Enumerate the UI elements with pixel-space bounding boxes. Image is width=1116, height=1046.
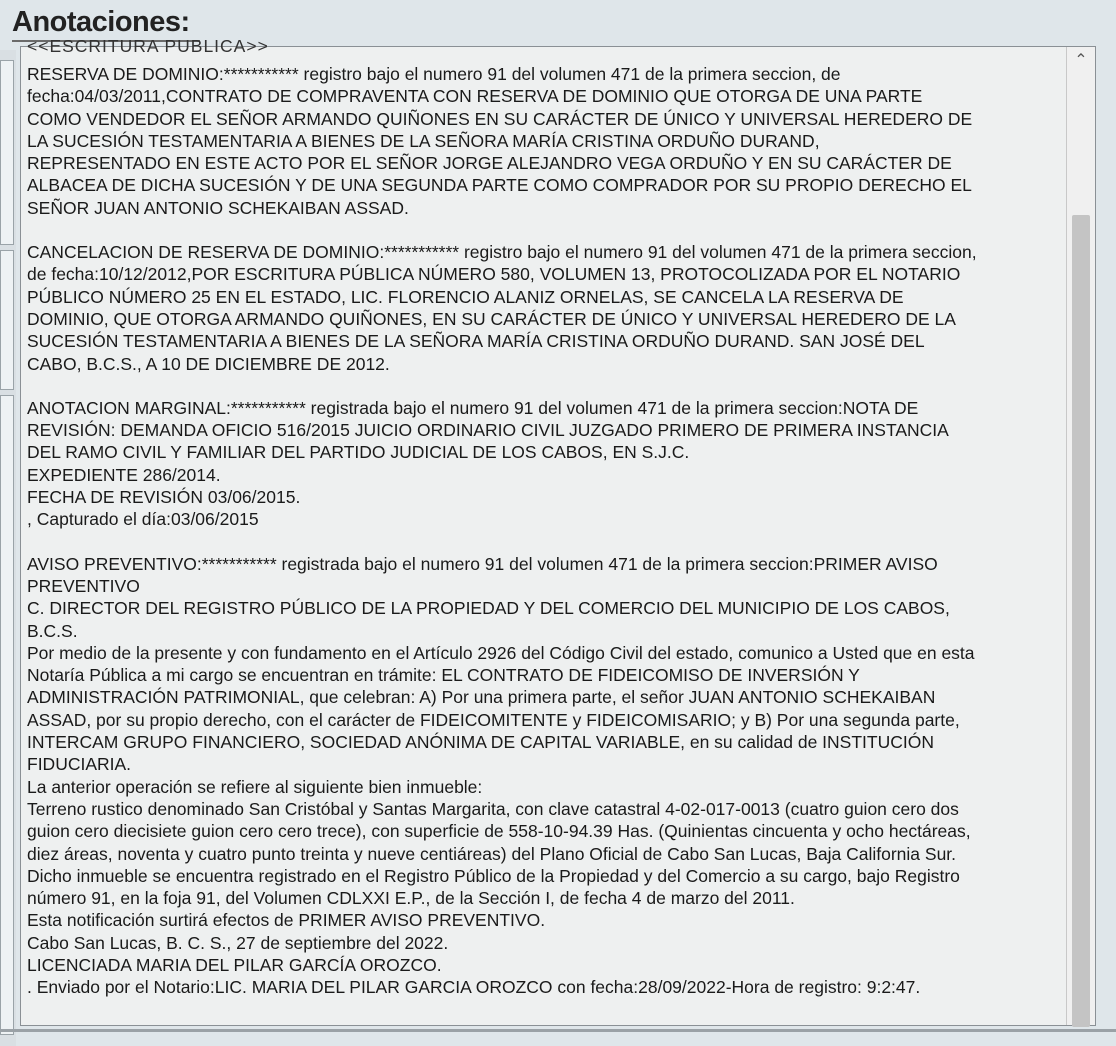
annotation-line: número 91, en la foja 91, del Volumen CDLXXI E.P., de la Sección I, de fecha 4 de marzo del 2011. [27, 888, 795, 909]
page-title: Anotaciones: [12, 6, 190, 38]
annotation-line: fecha:04/03/2011,CONTRATO DE COMPRAVENTA CON RESERVA DE DOMINIO QUE OTORGA DE UNA PARTE [27, 86, 923, 107]
annotation-line: Esta notificación surtirá efectos de PRIMER AVISO PREVENTIVO. [27, 910, 546, 931]
annotation-line: Terreno rustico denominado San Cristóbal y Santas Margarita, con clave catastral 4-02-017-0013 (cuatro guion cero dos [27, 798, 959, 819]
annotation-line: Por medio de la presente y con fundamento en el Artículo 2926 del Código Civil del estado, comunico a Usted que en esta [27, 642, 975, 663]
annotation-line: FECHA DE REVISIÓN 03/06/2015. [27, 487, 301, 508]
annotation-line: ALBACEA DE DICHA SUCESIÓN Y DE UNA SEGUNDA PARTE COMO COMPRADOR POR SU PROPIO DERECHO EL [27, 175, 972, 196]
annotation-line: CANCELACION DE RESERVA DE DOMINIO:*********** registro bajo el numero 91 del volumen 471 de la primera seccion, [27, 242, 977, 263]
annotation-line: COMO VENDEDOR EL SEÑOR ARMANDO QUIÑONES EN SU CARÁCTER DE ÚNICO Y UNIVERSAL HEREDERO DE [27, 108, 973, 129]
annotation-entry [27, 397, 1061, 531]
rail-tab-1[interactable] [0, 60, 14, 245]
annotation-line: B.C.S. [27, 620, 78, 641]
annotation-line: EXPEDIENTE 286/2014. [27, 464, 221, 485]
annotation-line: REVISIÓN: DEMANDA OFICIO 516/2015 JUICIO ORDINARIO CIVIL JUZGADO PRIMERO DE PRIMERA INSTANCIA [27, 420, 949, 441]
annotation-line: ADMINISTRACIÓN PATRIMONIAL, que celebran: A) Por una primera parte, el señor JUAN ANTONIO SCHEKAIBAN [27, 687, 936, 708]
annotation-line: La anterior operación se refiere al siguiente bien inmueble: [27, 776, 483, 797]
annotations-content [27, 35, 1061, 1021]
annotation-line: PÚBLICO NÚMERO 25 EN EL ESTADO, LIC. FLORENCIO ALANIZ ORNELAS, SE CANCELA LA RESERVA DE [27, 286, 904, 307]
rail-tab-2[interactable] [0, 250, 14, 390]
annotation-line: INTERCAM GRUPO FINANCIERO, SOCIEDAD ANÓNIMA DE CAPITAL VARIABLE, en su calidad de INSTITUCIÓN [27, 732, 934, 753]
bottom-divider [0, 1029, 1116, 1032]
annotation-line: ASSAD, por su propio derecho, con el carácter de FIDEICOMITENTE y FIDEICOMISARIO; y B) Por una segunda parte, [27, 709, 960, 730]
annotation-line: AVISO PREVENTIVO:*********** registrada bajo el numero 91 del volumen 471 de la primera seccion:PRIMER AVISO [27, 553, 938, 574]
annotation-line: DOMINIO, QUE OTORGA ARMANDO QUIÑONES, EN SU CARÁCTER DE ÚNICO Y UNIVERSAL HEREDERO DE LA [27, 308, 956, 329]
annotations-textarea[interactable] [20, 36, 1096, 1026]
rail-tab-3[interactable] [0, 395, 14, 1035]
annotation-line: ANOTACION MARGINAL:*********** registrada bajo el numero 91 del volumen 471 de la primera seccion:NOTA DE [27, 397, 919, 418]
annotation-line: , Capturado el día:03/06/2015 [27, 509, 259, 530]
annotation-entry [27, 553, 1061, 999]
annotation-line: LA SUCESIÓN TESTAMENTARIA A BIENES DE LA SEÑORA MARÍA CRISTINA ORDUÑO DURAND, [27, 130, 820, 151]
annotation-entry [27, 63, 1061, 219]
annotation-line: FIDUCIARIA. [27, 754, 132, 775]
annotation-line: LICENCIADA MARIA DEL PILAR GARCÍA OROZCO. [27, 954, 442, 975]
annotation-line: Dicho inmueble se encuentra registrado en el Registro Público de la Propiedad y del Comercio a su cargo, bajo Registro [27, 865, 960, 886]
annotation-line: SEÑOR JUAN ANTONIO SCHEKAIBAN ASSAD. [27, 197, 409, 218]
annotation-line: CABO, B.C.S., A 10 DE DICIEMBRE DE 2012. [27, 353, 390, 374]
annotation-line: C. DIRECTOR DEL REGISTRO PÚBLICO DE LA PROPIEDAD Y DEL COMERCIO DEL MUNICIPIO DE LOS CABOS, [27, 598, 950, 619]
annotation-line: REPRESENTADO EN ESTE ACTO POR EL SEÑOR JORGE ALEJANDRO VEGA ORDUÑO Y EN SU CARÁCTER DE [27, 153, 952, 174]
annotation-line: RESERVA DE DOMINIO:*********** registro bajo el numero 91 del volumen 471 de la primera seccion, de [27, 64, 841, 84]
annotation-line: Notaría Pública a mi cargo se encuentran en trámite: EL CONTRATO DE FIDEICOMISO DE INVERSIÓN Y [27, 665, 860, 686]
annotation-line: guion cero diecisiete guion cero cero trece), con superficie de 558-10-94.39 Has. (Quinientas cincuenta y ocho hectáreas, [27, 821, 971, 842]
annotation-line: Cabo San Lucas, B. C. S., 27 de septiembre del 2022. [27, 932, 449, 953]
annotation-line: diez áreas, noventa y cuatro punto treinta y nueve centiáreas) del Plano Oficial de Cabo San Lucas, Baja California Sur. [27, 843, 957, 864]
chevron-up-icon[interactable]: ⌃ [1074, 52, 1088, 69]
annotation-line: DEL RAMO CIVIL Y FAMILIAR DEL PARTIDO JUDICIAL DE LOS CABOS, EN S.J.C. [27, 442, 690, 463]
annotation-line: de fecha:10/12/2012,POR ESCRITURA PÚBLICA NÚMERO 580, VOLUMEN 13, PROTOCOLIZADA POR EL NOTARIO [27, 264, 961, 285]
annotation-line: PREVENTIVO [27, 575, 140, 596]
left-rail [0, 50, 16, 1046]
annotation-entry [27, 241, 1061, 375]
cut-off-line: <<ESCRITURA PUBLICA>> [27, 36, 269, 56]
scroll-thumb[interactable] [1072, 215, 1090, 1027]
annotation-line: . Enviado por el Notario:LIC. MARIA DEL PILAR GARCIA OROZCO con fecha:28/09/2022-Hora de registro: 9:2:47. [27, 977, 921, 998]
vertical-scrollbar[interactable] [1066, 47, 1095, 1025]
annotation-line: SUCESIÓN TESTAMENTARIA A BIENES DE LA SEÑORA MARÍA CRISTINA ORDUÑO DURAND. SAN JOSÉ DEL [27, 331, 925, 352]
